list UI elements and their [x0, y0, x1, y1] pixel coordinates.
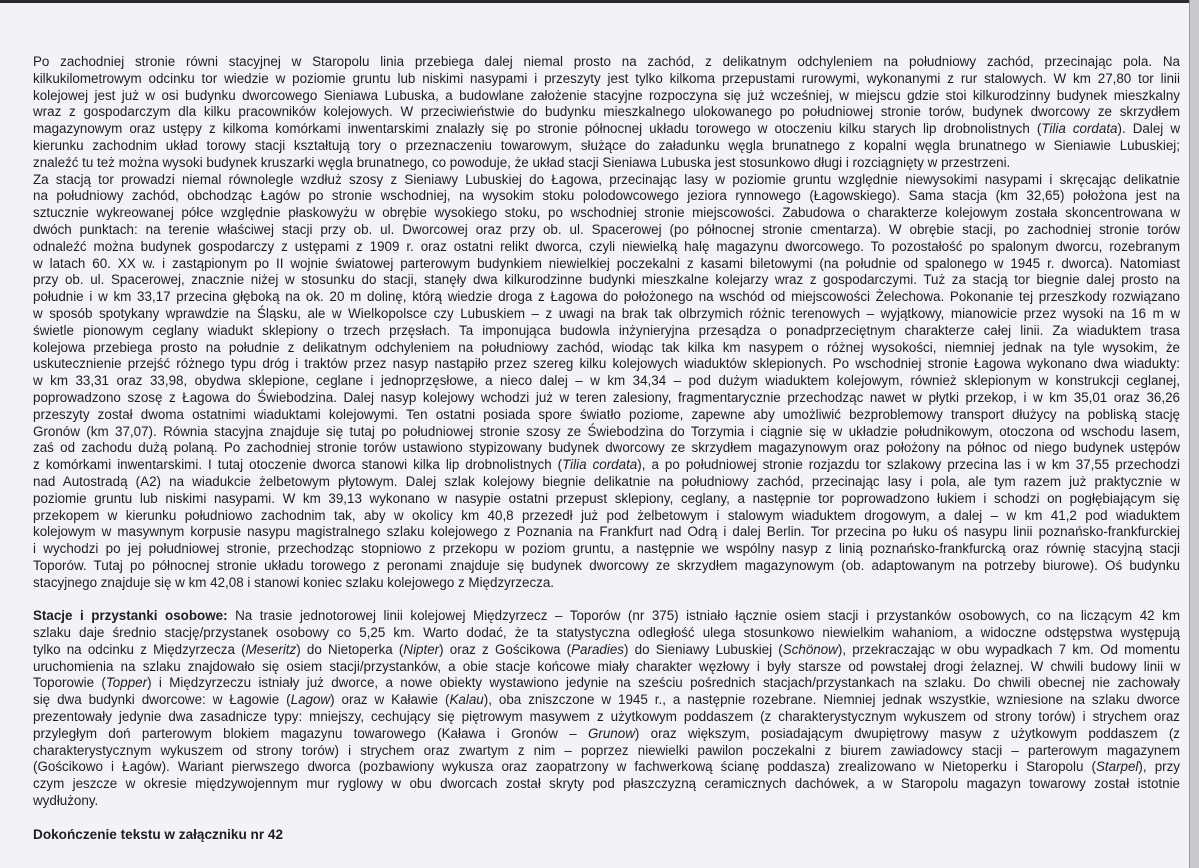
- scan-right-edge: [1189, 0, 1199, 868]
- text-line: [33, 793, 1180, 810]
- text-segment: kilkukilometrowym odcinku tor wiedzie w poziomie gruntu lub niskimi nasypami i przeszyty jest tylko kilkoma przepustami rurowymi, wykonanymi z rur stalowych. W km 27,80 tor linii: [33, 70, 1180, 86]
- text-segment: Po zachodniej stronie równi stacyjnej w Staropolu linia przebiega dalej niemal prosto na zachód, z delikatnym odchyleniem na południowy zachód, przecinając pola. Na: [33, 54, 1180, 69]
- text-segment: ) oraz z Gościkowa (: [439, 641, 572, 657]
- text-segment: się dwa budynki dworcowe: w Łagowie (: [33, 692, 291, 708]
- continuation-note: Dokończenie tekstu w załączniku nr 42: [33, 826, 284, 842]
- text-line: [33, 440, 1180, 457]
- text-line: [33, 407, 1180, 424]
- text-segment: wraz z gospodarczym dla kilku pracowników kolejowych. W przeciwieństwie do budynku mieszkalnego ulokowanego po południowej stronie torów, budynek dworcowy ze skrzydłem: [33, 104, 1180, 120]
- scan-top-edge: [0, 0, 1199, 3]
- text-line: [33, 222, 1180, 239]
- text-segment: poziomie gruntu lub niskimi nasypami. W km 39,13 wykonano w nasypie ostatni przepust sklepiony, ceglany, a następnie tor poprowadzono łukiem i schodzi on pogłębiającym się: [33, 490, 1180, 506]
- text-segment: ) i Międzyrzeczu istniały już dworce, a nowe obiekty wystawiono jedynie na sześciu pośrednich stacjach/przystankach na szlaku. Do chwili obecnej nie zachowały: [147, 675, 1180, 691]
- text-segment: ) do Sieniawy Lubuskiej (: [623, 641, 783, 657]
- text-line: [33, 71, 1180, 88]
- text-line: [33, 88, 1180, 105]
- italic-term: Nipter: [403, 641, 440, 657]
- text-segment: ), a po południowej stronie rozjazdu tor szlakowy przecina las i w km 37,55 przechodzi: [637, 457, 1181, 473]
- bold-heading: Stacje i przystanki osobowe:: [33, 608, 228, 624]
- text-segment: charakterystycznym wykuszem od strony torów) i strychem oraz zwartym z nim – poprzez niewielki pawilon poczekalni z biurem zawiadowcy stacji – parterowym magazynem: [33, 742, 1180, 758]
- text-line: [33, 172, 1180, 189]
- italic-term: Grunow: [587, 725, 635, 741]
- text-line: [33, 104, 1180, 121]
- paragraphs: [33, 54, 1180, 810]
- text-line: [33, 508, 1180, 525]
- text-line: [33, 457, 1180, 474]
- text-segment: kolejowej jest już w osi budynku dworcowego Sieniawa Lubuska, a budowlane założenie stacyjne rozpoczyna się już wcześniej, w miejscu gdzie stoi kilkurodzinny budynek mieszkalny: [33, 87, 1180, 103]
- italic-term: Meseritz: [245, 641, 297, 657]
- text-line: [33, 340, 1180, 357]
- text-segment: sztucznie wykreowanej półce względnie płaskowyżu w obrębie wysokiego stoku, po wschodniej stronie miejscowości. Zabudowa o charakterze kolejowym została skoncentrowana w: [33, 205, 1180, 221]
- text-segment: kolejowym w masywnym korpusie nasypu magistralnego szlaku kolejowego z Poznania na Frankfurt nad Odrą i dalej Berlin. Tor przecina po łuku oś nasypu linii poznańsko-frankfurckiej: [33, 524, 1180, 540]
- text-segment: uskutecznienie przejść różnego typu dróg i traktów przez nasyp nastąpiło przez szereg kilku kolejowych wiaduktów sklepionych. Po wschodniej stronie Łagowa wykonano dwa wiadukty:: [33, 356, 1180, 372]
- text-segment: w sposób spotykany wprawdzie na Śląsku, ale w Wielkopolsce czy Lubuskiem – z uwagi na brak tak olbrzymich różnic terenowych – wyjątkowy, mianowicie przez wysoki na 16 m w: [33, 305, 1180, 321]
- text-segment: kolejowa przebiega prosto na południe z delikatnym odchyleniem na południowy zachód, wiodąc tak kilka km nasypem o różnej wysokości, niemniej jednak na tyle wysokim, że: [33, 339, 1180, 355]
- text-segment: ). Dalej w: [1117, 121, 1180, 137]
- text-line: [33, 289, 1180, 306]
- text-segment: wydłużony.: [33, 793, 99, 809]
- text-line: [33, 726, 1180, 743]
- text-line: [33, 424, 1180, 441]
- text-line: [33, 625, 1180, 642]
- text-line: [33, 524, 1180, 541]
- text-segment: magazynowym oraz ustępy z kilkoma komórkami inwentarskimi znalazły się po stronie północnej układu torowego w otoczeniu kilku starych lip drobnolistnych (: [33, 121, 1042, 137]
- text-line: [33, 188, 1180, 205]
- document-body: [33, 54, 1180, 843]
- text-segment: Za stacją tor prowadzi niemal równolegle wzdłuż szosy z Sieniawy Lubuskiej do Łagowa, przecinając lasy w poziomie gruntu względnie niewysokimi nasypami i skręcając delikatnie: [33, 171, 1180, 187]
- text-segment: na południowy zachód, obchodząc Łagów po stronie wschodniej, na wysokim stoku polodowcowego jeziora rynnowego (Łagowskiego). Sama stacja (km 32,65) położona jest na: [33, 188, 1180, 204]
- text-line: [33, 709, 1180, 726]
- text-segment: zaś od zachodu dużą polaną. Po zachodniej stronie torów ustawiono stypizowany budynek dworcowy ze skrzydłem magazynowym oraz położony na północ od niego budynek ustępów: [33, 440, 1180, 456]
- text-segment: ), przy: [1138, 759, 1181, 775]
- text-segment: przy ob. ul. Spacerowej, znacznie niżej w stosunku do stacji, stanęły dwa kilkurodzinne budynki mieszkalne kolejarzy wraz z gospodarczymi. Tuż za stacją tor biegnie dalej prosto na: [33, 272, 1180, 288]
- text-segment: w km 33,31 oraz 33,98, obydwa sklepione, ceglane i jednoprzęsłowe, a nieco dalej – w km 34,34 – pod dużym wiaduktem kolejowym, również sklepionym w konstrukcji ceglanej,: [33, 373, 1180, 389]
- text-segment: przyległym doń parterowym blokiem magazynu towarowego (Kaława i Gronów –: [33, 725, 588, 741]
- text-line: [33, 642, 1180, 659]
- text-line: [33, 138, 1180, 155]
- paragraph: [33, 54, 1180, 172]
- text-segment: (Gościkowo i Łagów). Wariant pierwszego dworca (pozbawiony wykusza oraz zaopatrzony w fachwerkową ścianę poddasza) zrealizowano w Nietoperku i Staropolu (: [33, 759, 1096, 775]
- italic-term: Tilia cordata: [1041, 121, 1118, 137]
- text-line: [33, 608, 1180, 625]
- italic-term: Lagow: [290, 692, 331, 708]
- italic-term: Schönow: [782, 641, 838, 657]
- text-segment: z komórkami inwentarskimi. I tutaj otoczenie dworca stanowi kilka lip drobnolistnych (: [33, 457, 563, 473]
- text-line: [33, 575, 1180, 592]
- text-segment: stacyjnego znajduje się w km 42,08 i stanowi koniec szlaku kolejowego z Międzyrzecza.: [33, 574, 554, 590]
- text-segment: ) oraz większym, posiadającym dwupiętrowy masyw z użytkowym poddaszem (z: [634, 725, 1180, 741]
- italic-term: Tilia cordata: [562, 457, 638, 473]
- text-line: [33, 390, 1180, 407]
- text-segment: ), przekraczając w obu wypadkach 7 km. Od momentu: [837, 641, 1180, 657]
- text-segment: odnaleźć można budynek gospodarczy z ustępami z 1909 r. oraz ostatni relikt dworca, czyli niewielką halę magazynu dworcowego. To pozostałość po spalonym dworcu, rozebranym: [33, 238, 1180, 254]
- text-segment: przekopem w kierunku południowo zachodnim tak, aby w okolicy km 40,8 przezedł już pod żelbetowym i stalowym wiaduktem drogowym, a dalej – w km 41,2 pod wiaduktem: [33, 507, 1180, 523]
- text-segment: Gronów (km 37,07). Równia stacyjna znajduje się tutaj po południowej stronie szosy ze Świebodzina do Torzymia i ciągnie się w układzie południkowym, otoczona od wschodu lasem,: [33, 423, 1180, 439]
- text-segment: przeszyty został dwoma ostatnimi wiaduktami kolejowymi. Ten ostatni posiada spore światło poziome, zapewne aby umożliwić bezproblemowy transport dłużycy na pobliską stację: [33, 406, 1180, 422]
- italic-term: Starpel: [1095, 759, 1139, 775]
- text-segment: dwóch punktach: na terenie właściwej stacji przy ob. ul. Dworcowej oraz przy ob. ul. Spacerowej (po północnej stronie cmentarza). W obrębie stacji, po zachodniej stronie torów: [33, 221, 1180, 237]
- text-line: [33, 743, 1180, 760]
- italic-term: Topper: [105, 675, 148, 691]
- text-line: [33, 205, 1180, 222]
- text-line: [33, 155, 1180, 172]
- text-line: [33, 323, 1180, 340]
- text-line: [33, 692, 1180, 709]
- text-segment: nad Autostradą (A2) na wiadukcie żelbetowym płytowym. Dalej szlak kolejowy biegnie delikatnie na południowy zachód, przecinając lasy i pola, ale tym razem już praktycznie w: [33, 473, 1180, 489]
- text-segment: w latach 60. XX w. i zastąpionym po II wojnie światowej parterowym budynkiem niewielkiej poczekalni z kasami biletowymi (na południe od spalonego w 1945 r. dworca). Natomiast: [33, 255, 1180, 271]
- italic-term: Paradies: [571, 641, 624, 657]
- text-segment: czym jeszcze w okresie międzywojennym mur ryglowy w obu dworcach został skryty pod płaszczyzną ceramicznych dachówek, a w Staropolu magazyn towarowy został istotnie: [33, 776, 1180, 792]
- text-segment: Na trasie jednotorowej linii kolejowej Międzyrzecz – Toporów (nr 375) istniało łącznie osiem stacji i przystanków osobowych, co na liczącym 42 km: [227, 608, 1180, 624]
- paragraph: [33, 172, 1180, 592]
- text-segment: uruchomienia na szlaku znajdowało się osiem stacji/przystanków, a obie stacje końcowe miały charakter węzłowy i były starsze od powstałej drogi żelaznej. W chwili budowy linii w: [33, 658, 1180, 674]
- text-line: [33, 121, 1180, 138]
- text-line: [33, 659, 1180, 676]
- text-segment: tylko na odcinku z Międzyrzecza (: [33, 641, 246, 657]
- text-line: [33, 272, 1180, 289]
- text-segment: i wychodzi po jej południowej stronie, przechodząc stopniowo z przekopu w poziom gruntu, a następnie we wspólny nasyp z linią poznańsko-frankfurcką oraz równię stacyjną stacji: [33, 541, 1180, 557]
- text-segment: szlaku daje średnio stację/przystanek osobowy co 5,25 km. Warto dodać, że ta statystyczna odległość ulega stosunkowo niewielkim wahaniom, a widoczne odstępstwa występują: [33, 625, 1180, 641]
- text-segment: Toporowie (: [33, 675, 106, 691]
- text-line: [33, 239, 1180, 256]
- text-line: [33, 474, 1180, 491]
- text-segment: południe i w km 33,17 przecina głęboką na ok. 20 m dolinę, którą wiedzie droga z Łagowa do położonego na wschód od miejscowości Żelechowa. Pokonanie tej przeszkody rozwiązano: [33, 289, 1180, 305]
- paragraph: [33, 608, 1180, 810]
- text-line: [33, 373, 1180, 390]
- text-segment: kierunku zachodnim układ torowy stacji kształtują tory o przeznaczeniu towarowym, służące do załadunku węgla brunatnego z kopalni węgla brunatnego w Sieniawie Lubuskiej;: [33, 137, 1180, 153]
- spacer: [33, 810, 1180, 827]
- paragraph-gap: [33, 592, 1180, 609]
- text-segment: Toporów. Tutaj po północnej stronie układu torowego z peronami znajduje się budynek dworcowy ze skrzydłem magazynowym (ob. adaptowanym na potrzeby biurowe). Oś budynku: [33, 557, 1180, 573]
- text-segment: prezentowały jedynie dwa zasadnicze typy: mniejszy, cechujący się piętrowym masywem z użytkowym poddaszem (z charakterystycznym wykuszem od strony torów) i strychem oraz: [33, 709, 1180, 725]
- text-line: [33, 776, 1180, 793]
- text-line: [33, 541, 1180, 558]
- text-line: [33, 759, 1180, 776]
- text-line: [33, 54, 1180, 71]
- text-line: [33, 256, 1180, 273]
- text-segment: świetle pionowym ceglany wiadukt sklepiony o trzech przęsłach. Ta imponująca budowla inżynieryjna przesądza o ponadprzeciętnym charakterze całej linii. Za wiaduktem trasa: [33, 322, 1180, 338]
- text-segment: ), oba zniszczone w 1945 r., a następnie rozebrane. Niemniej jednak wszystkie, wzniesione na szlaku dworce: [483, 692, 1180, 708]
- text-line: [33, 675, 1180, 692]
- text-line: [33, 558, 1180, 575]
- text-segment: znaleźć tu też można wysoki budynek kruszarki węgla brunatnego, co powoduje, że układ stacji Sieniawa Lubuska jest stosunkowo długi i rozciągnięty w przestrzeni.: [33, 154, 1011, 170]
- text-line: [33, 356, 1180, 373]
- text-segment: ) do Nietoperka (: [296, 641, 404, 657]
- italic-term: Kalau: [449, 692, 484, 708]
- text-line: [33, 491, 1180, 508]
- text-line: [33, 306, 1180, 323]
- text-segment: poprowadzono szosę z Łagowa do Świebodzina. Dalej nasyp kolejowy wchodzi już w teren zalesiony, fragmentarycznie przechodząc nawet w płytki przekop, i w km 35,01 oraz 36,26: [33, 389, 1180, 405]
- text-segment: ) oraz w Kaławie (: [330, 692, 450, 708]
